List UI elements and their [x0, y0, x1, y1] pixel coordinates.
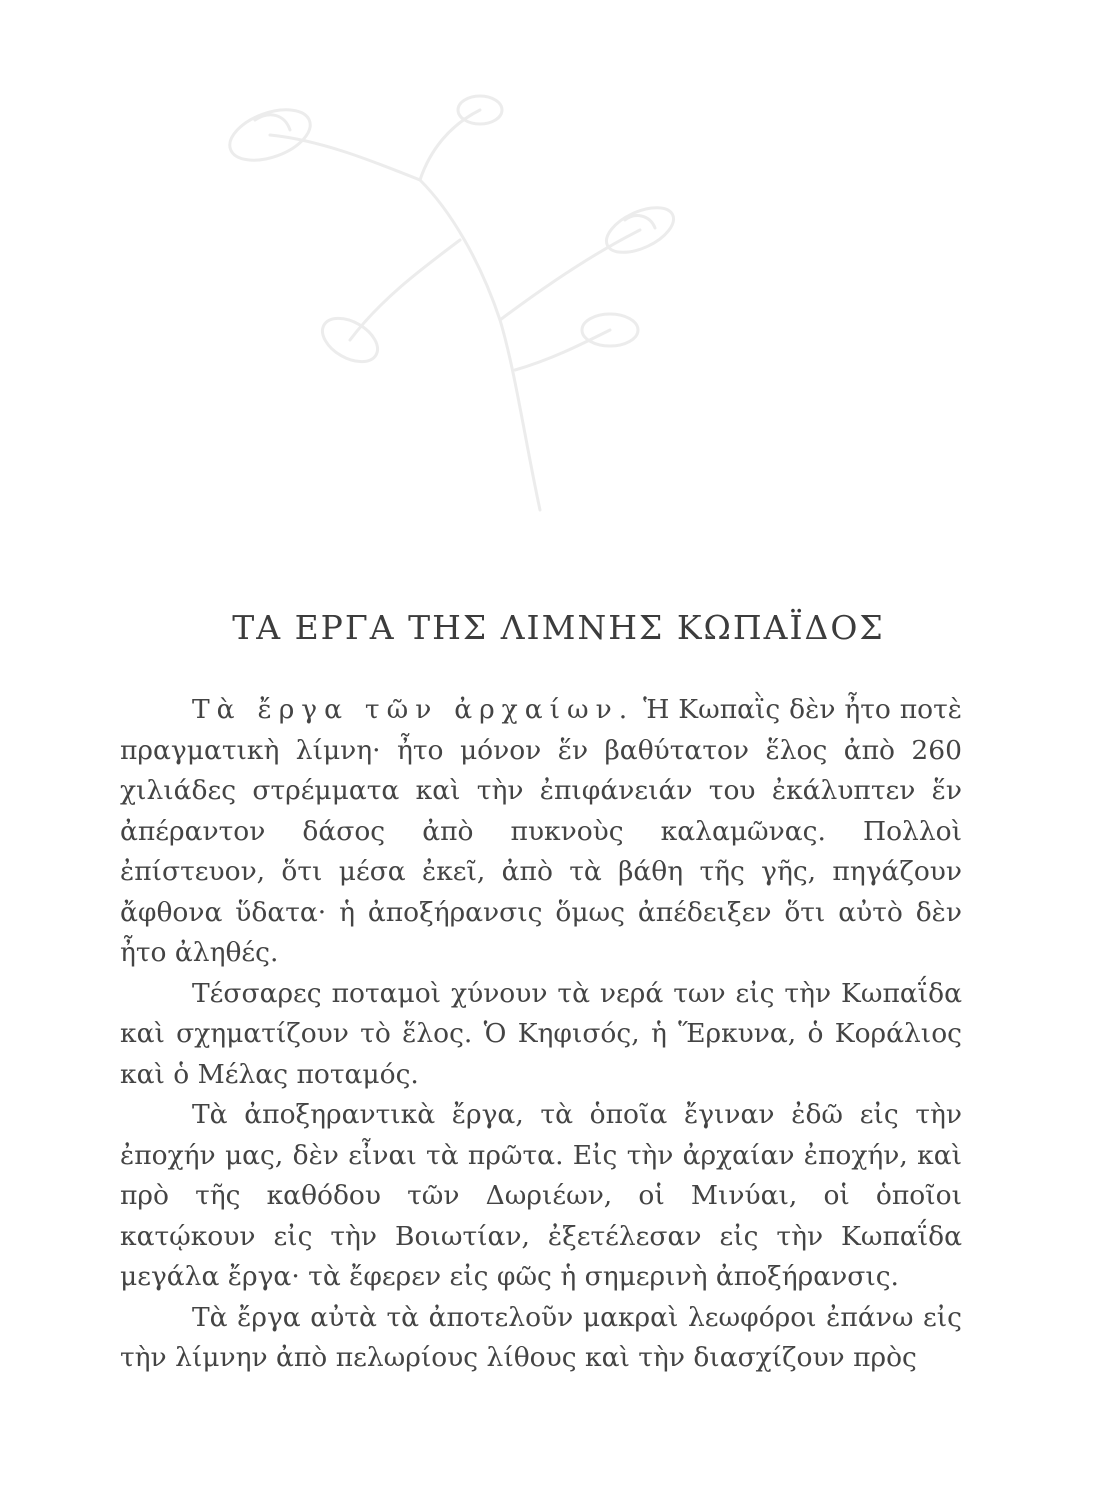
paragraph-1	[120, 690, 962, 974]
paragraph-1-lead: Τὰ ἔργα τῶν ἀρχαίων.	[192, 694, 635, 725]
paragraph-4: Τὰ ἔργα αὐτὰ τὰ ἀποτελοῦν μακραὶ λεωφόροι ἐπάνω εἰς τὴν λίμνην ἀπὸ πελωρίους λίθους καὶ τὴν διασχίζουν πρὸς	[120, 1301, 962, 1373]
faded-plant-ornament-icon	[120, 40, 680, 520]
body-text	[120, 690, 962, 1379]
paragraph-3: Τὰ ἀποξηραντικὰ ἔργα, τὰ ὁποῖα ἔγιναν ἐδῶ εἰς τὴν ἐποχήν μας, δὲν εἶναι τὰ πρῶτα. Εἰς τὴν ἀρχαίαν ἐποχήν, καὶ πρὸ τῆς καθόδου τῶν Δωριέων, οἱ Μινύαι, οἱ ὁποῖοι κατῴκουν εἰς τὴν Βοιωτίαν, ἐξετέλεσαν εἰς τὴν Κωπαΐδα μεγάλα ἔργα· τὰ ἔφερεν εἰς φῶς ἡ σημερινὴ ἀποξήρανσις.	[120, 1099, 962, 1292]
paragraph-2: Τέσσαρες ποταμοὶ χύνουν τὰ νερά των εἰς τὴν Κωπαΐδα καὶ σχηματίζουν τὸ ἕλος. Ὁ Κηφισός, ἡ Ἕρκυνα, ὁ Κοράλιος καὶ ὁ Μέλας ποταμός.	[120, 977, 962, 1090]
paragraph-1-text: Ἡ Κωπαῒς δὲν ἦτο ποτὲ πραγματικὴ λίμνη· ἦτο μόνον ἕν βαθύτατον ἕλος ἀπὸ 260 χιλιάδες στρέμματα καὶ τὴν ἐπιφάνειάν του ἐκάλυπτεν ἕν ἀπέραντον δάσος ἀπὸ πυκνοὺς καλαμῶνας. Πολλοὶ ἐπίστευον, ὅτι μέσα ἐκεῖ, ἀπὸ τὰ βάθη τῆς γῆς, πηγάζουν ἄφθονα ὕδατα· ἡ ἀποξήρανσις ὅμως ἀπέδειξεν ὅτι αὐτὸ δὲν ἦτο ἀληθές.	[120, 694, 962, 968]
page-title: ΤΑ ΕΡΓΑ ΤΗΣ ΛΙΜΝΗΣ ΚΩΠΑΪΔΟΣ	[232, 608, 885, 647]
